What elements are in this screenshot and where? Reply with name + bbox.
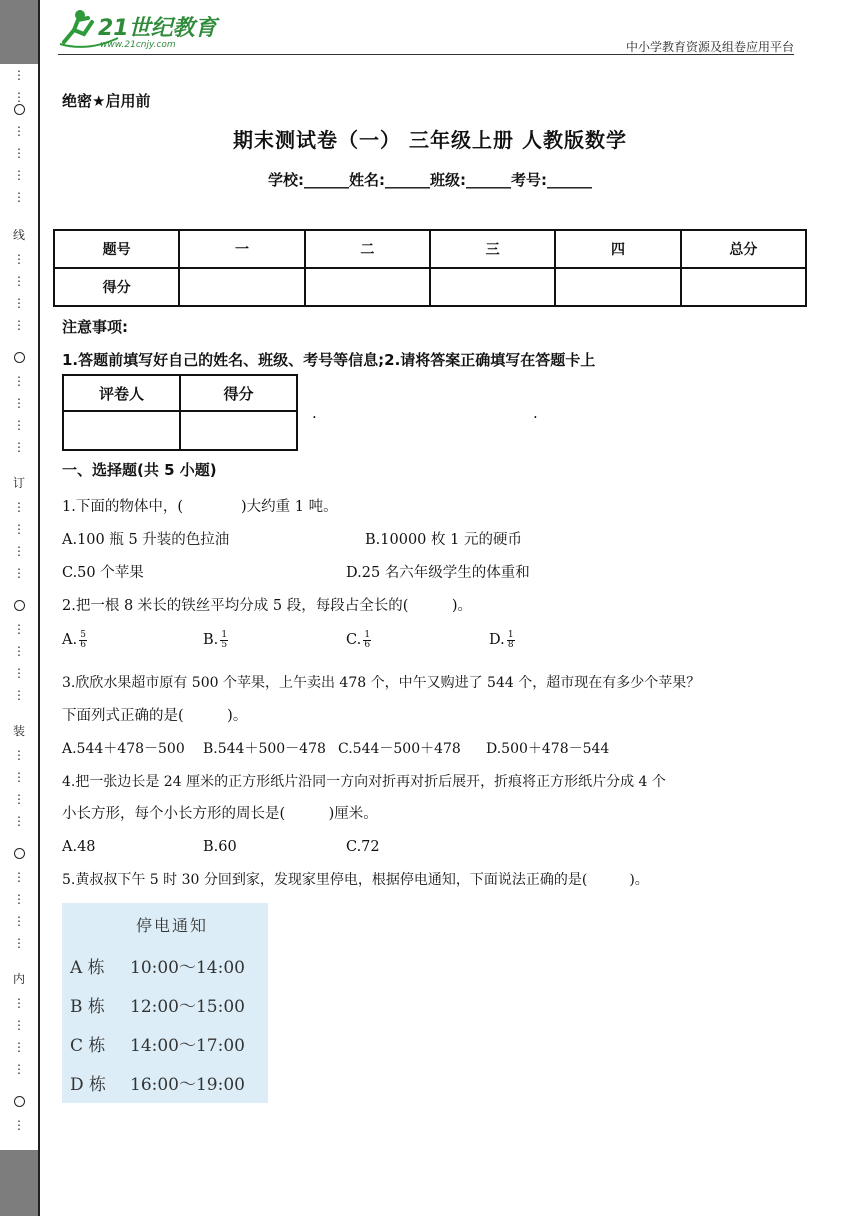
outage-time: 12:00～15:00 (130, 997, 245, 1017)
q3-option-a[interactable]: A.544＋478－500 (62, 741, 185, 757)
score-input-cell[interactable] (179, 268, 304, 306)
binding-circle-icon (14, 600, 25, 611)
score-cell: 一 (179, 230, 304, 268)
binding-label-nei: 内 (12, 972, 25, 986)
numerator: 1 (507, 629, 514, 640)
student-info-line: 学校:______姓名:______班级:______考号:______ (268, 171, 592, 189)
score-cell: 四 (555, 230, 680, 268)
grader-table (62, 374, 298, 451)
binding-label-zhuang: 装 (12, 724, 25, 738)
score-table-header-row (54, 230, 806, 268)
building-label: B 栋 (70, 997, 105, 1017)
q4-option-c[interactable]: C.72 (346, 839, 380, 855)
header-divider (58, 54, 794, 55)
building-label: A 栋 (70, 958, 105, 978)
score-table-score-row (54, 268, 806, 306)
q1-option-d[interactable]: D.25 名六年级学生的体重和 (346, 565, 530, 581)
numerator: 1 (221, 629, 228, 640)
binding-label-xian: 线 (12, 228, 25, 242)
q4-stem-line2: 小长方形，每个小长方形的周长是( )厘米。 (62, 806, 378, 822)
q2-option-b[interactable] (203, 630, 228, 650)
q2-option-a[interactable] (62, 630, 87, 650)
score-input-cell[interactable] (555, 268, 680, 306)
q2-option-b-prefix: B. (203, 632, 219, 648)
q2-option-c[interactable] (346, 630, 371, 650)
building-label: D 栋 (70, 1075, 107, 1095)
binding-marks: ⋮ ⋮ ⋮ ⋮ ⋮ ⋮ 线 ⋮ ⋮ ⋮ ⋮ ⋮ ⋮ ⋮ ⋮ 订 ⋮ ⋮ ⋮ ⋮ ⋮ ⋮ ⋮ ⋮ 装 ⋮ ⋮ ⋮ ⋮ ⋮ ⋮ ⋮ ⋮ 内 ⋮ ⋮ ⋮ ⋮ ⋮ (12, 68, 25, 1132)
logo-text: 21世纪教育 (98, 16, 217, 41)
q2-option-c-prefix: C. (346, 632, 362, 648)
runner-logo-icon (58, 8, 223, 50)
q4-option-b[interactable]: B.60 (203, 839, 237, 855)
outage-time: 14:00～17:00 (130, 1036, 245, 1056)
numerator: 1 (364, 629, 371, 640)
denominator: 6 (364, 639, 371, 650)
denominator: 8 (507, 639, 514, 650)
fraction (220, 631, 228, 650)
q3-option-b[interactable]: B.544＋500－478 (203, 741, 326, 757)
q1-option-c[interactable]: C.50 个苹果 (62, 565, 144, 581)
q1-stem: 1.下面的物体中，( )大约重 1 吨。 (62, 499, 338, 515)
q1-option-a[interactable]: A.100 瓶 5 升装的色拉油 (62, 532, 230, 548)
q1-option-b[interactable]: B.10000 枚 1 元的硬币 (365, 532, 522, 548)
q2-option-a-prefix: A. (62, 632, 78, 648)
fraction (507, 631, 515, 650)
fraction (79, 631, 87, 650)
building-label: C 栋 (70, 1036, 106, 1056)
score-cell: 三 (430, 230, 555, 268)
dot-mark: . (533, 404, 538, 422)
score-input-cell[interactable] (430, 268, 555, 306)
power-notice-title: 停电通知 (135, 916, 208, 935)
score-input-cell[interactable] (681, 268, 806, 306)
binding-circle-icon (14, 104, 25, 115)
binding-bottom-block (0, 1150, 40, 1216)
power-outage-notice (62, 903, 268, 1103)
dot-mark: . (312, 404, 317, 422)
q3-stem-line1: 3.欣欣水果超市原有 500 个苹果，上午卖出 478 个，中午又购进了 544 个，超市现在有多少个苹果？ (62, 675, 701, 691)
q5-stem: 5.黄叔叔下午 5 时 30 分回到家，发现家里停电，根据停电通知，下面说法正确的是( )。 (62, 872, 649, 888)
binding-circle-icon (14, 848, 25, 859)
score-cell: 题号 (54, 230, 179, 268)
binding-top-block (0, 0, 40, 64)
q2-stem: 2.把一根 8 米长的铁丝平均分成 5 段，每段占全长的( )。 (62, 598, 473, 614)
grader-input-cell[interactable] (63, 411, 180, 450)
numerator: 5 (80, 629, 86, 640)
power-row (70, 1031, 245, 1056)
binding-label-ding: 订 (12, 476, 25, 490)
q3-option-d[interactable]: D.500＋478－544 (486, 741, 610, 757)
secret-label: 绝密★启用前 (62, 92, 151, 110)
power-row (70, 992, 245, 1017)
grader-header: 评卷人 (63, 375, 180, 411)
score-row-label: 得分 (54, 268, 179, 306)
score-cell: 二 (305, 230, 430, 268)
grader-score-header: 得分 (180, 375, 297, 411)
score-cell: 总分 (681, 230, 806, 268)
q4-option-a[interactable]: A.48 (62, 839, 96, 855)
q3-stem-line2: 下面列式正确的是( )。 (62, 708, 248, 724)
score-input-cell[interactable] (305, 268, 430, 306)
platform-name: 中小学教育资源及组卷应用平台 (625, 40, 794, 54)
denominator: 5 (221, 639, 228, 650)
q4-stem-line1: 4.把一张边长是 24 厘米的正方形纸片沿同一方向对折再对折后展开，折痕将正方形纸片分成 4 个 (62, 774, 666, 790)
q2-option-d-prefix: D. (489, 632, 505, 648)
section-title: 一、选择题(共 5 小题) (62, 461, 217, 479)
score-table (53, 229, 807, 307)
q3-option-c[interactable]: C.544－500＋478 (338, 741, 461, 757)
notice-body: 1.答题前填写好自己的姓名、班级、考号等信息;2.请将答案正确填写在答题卡上 (62, 351, 596, 369)
power-row (70, 953, 245, 978)
power-row (70, 1070, 245, 1095)
binding-circle-icon (14, 352, 25, 363)
outage-time: 10:00～14:00 (130, 958, 245, 978)
q2-option-d[interactable] (489, 630, 515, 650)
exam-title: 期末测试卷（一） 三年级上册 人教版数学 (233, 128, 627, 152)
outage-time: 16:00～19:00 (130, 1075, 245, 1095)
site-logo (58, 8, 223, 50)
grader-score-input-cell[interactable] (180, 411, 297, 450)
denominator: 6 (80, 639, 86, 650)
fraction (363, 631, 371, 650)
notice-title: 注意事项: (62, 318, 128, 336)
binding-circle-icon (14, 1096, 25, 1107)
logo-url: www.21cnjy.com (100, 40, 176, 50)
